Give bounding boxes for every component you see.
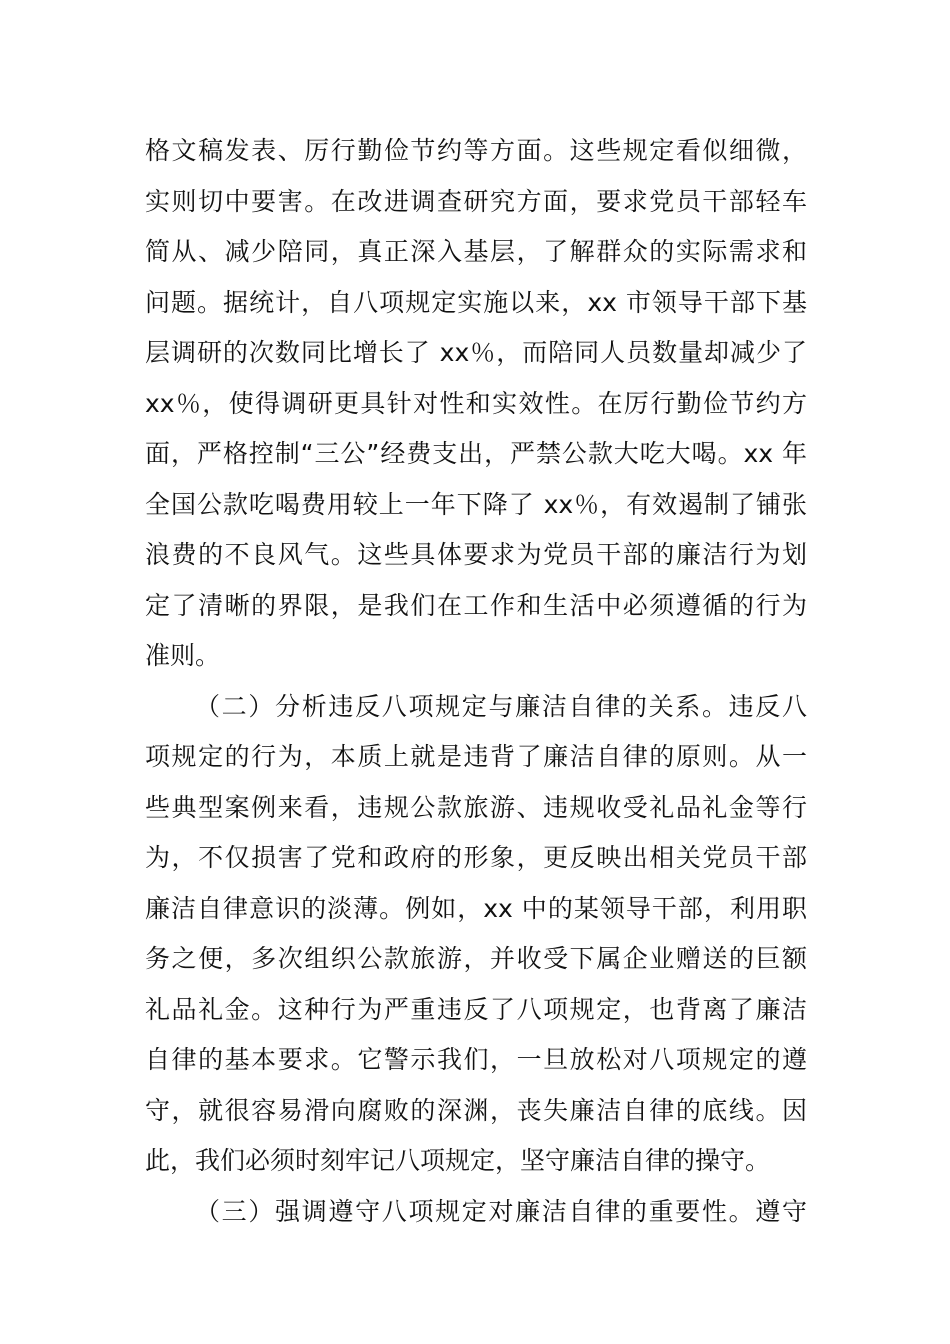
paragraph-continuation [145,126,807,682]
text-line: 礼品礼金。这种行为严重违反了八项规定，也背离了廉洁 [145,994,807,1024]
text-line: 守，就很容易滑向腐败的深渊，丧失廉洁自律的底线。因 [145,1095,807,1125]
text-line: 定了清晰的界限，是我们在工作和生活中必须遵循的行为 [145,590,807,620]
text-line: 廉洁自律意识的淡薄。例如，xx 中的某领导干部，利用职 [145,893,807,923]
text-line: 问题。据统计，自八项规定实施以来，xx 市领导干部下基 [145,287,807,317]
text-line: xx％，使得调研更具针对性和实效性。在厉行勤俭节约方 [145,388,807,418]
text-line: 此，我们必须时刻牢记八项规定，坚守廉洁自律的操守。 [145,1146,771,1175]
paragraph-section-3 [145,1187,807,1238]
text-line: 全国公款吃喝费用较上一年下降了 xx％，有效遏制了铺张 [145,489,807,519]
section-heading-line: （二）分析违反八项规定与廉洁自律的关系。违反八 [195,691,807,721]
paragraph-section-2 [145,682,807,1187]
section-heading-line: （三）强调遵守八项规定对廉洁自律的重要性。遵守 [195,1196,807,1226]
text-line: 自律的基本要求。它警示我们，一旦放松对八项规定的遵 [145,1045,807,1074]
text-line: 简从、减少陪同，真正深入基层，了解群众的实际需求和 [145,237,807,266]
text-line: 务之便，多次组织公款旅游，并收受下属企业赠送的巨额 [145,944,807,973]
document-body [145,126,807,1237]
text-line: 些典型案例来看，违规公款旅游、违规收受礼品礼金等行 [145,792,807,822]
text-line: 面，严格控制“三公”经费支出，严禁公款大吃大喝。xx 年 [145,439,807,468]
text-line: 准则。 [145,641,221,670]
text-line: 格文稿发表、厉行勤俭节约等方面。这些规定看似细微， [145,136,807,165]
text-line: 为，不仅损害了党和政府的形象，更反映出相关党员干部 [145,843,807,872]
text-line: 浪费的不良风气。这些具体要求为党员干部的廉洁行为划 [145,540,807,569]
text-line: 实则切中要害。在改进调查研究方面，要求党员干部轻车 [145,186,807,216]
text-line: 层调研的次数同比增长了 xx％，而陪同人员数量却减少了 [145,338,807,367]
text-line: 项规定的行为，本质上就是违背了廉洁自律的原则。从一 [145,742,807,771]
